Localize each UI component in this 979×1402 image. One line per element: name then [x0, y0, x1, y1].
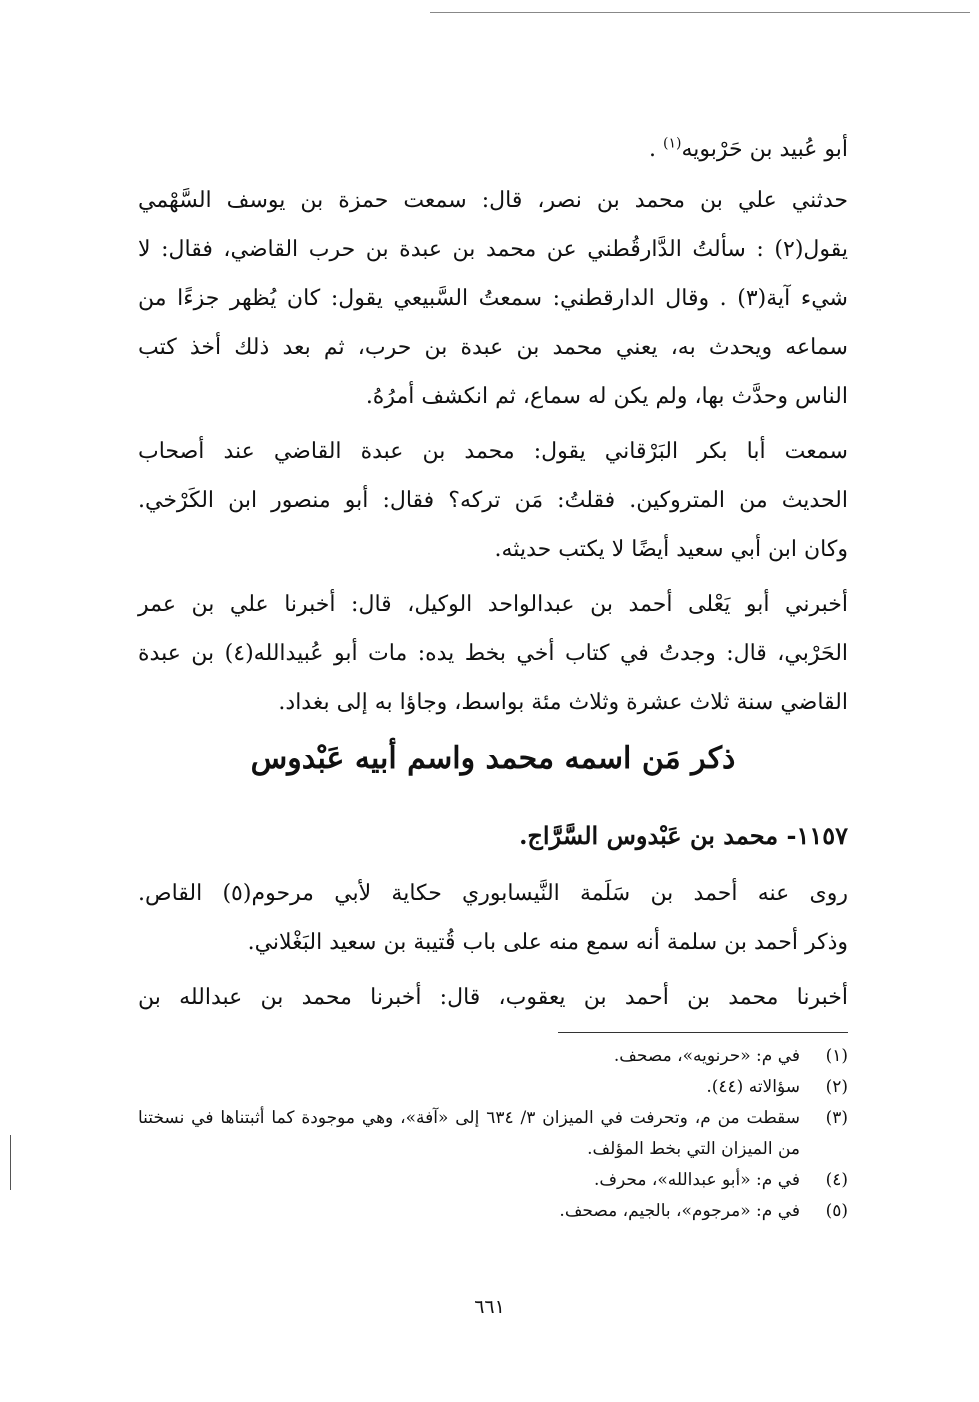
footnote	[138, 1196, 848, 1227]
paragraph-2	[138, 427, 848, 574]
paragraph-3	[138, 580, 848, 727]
footnote-ref: (١)	[662, 135, 682, 152]
heading-line: أبو عُبيد بن حَرْبويه$^{(١)}$ .	[648, 135, 848, 162]
text-line: القاضي سنة ثلاث عشرة وثلاث مئة بواسط، وجاؤا به إلى بغداد.	[278, 690, 848, 715]
text-line: شيء آية(٣) . وقال الدارقطني: سمعتُ السَّبيعي يقول: كان يُظهر جزءًا من	[138, 286, 848, 311]
text-line: أخبرني أبو يَعْلى أحمد بن عبدالواحد الوكيل، قال: أخبرنا علي بن عمر	[138, 592, 848, 617]
text-line: حدثني علي بن محمد بن نصر، قال: سمعت حمزة بن يوسف السَّهْمي	[138, 188, 848, 213]
footnote-number: (٥)	[825, 1201, 848, 1221]
section-title: ذكر مَن اسمه محمد واسم أبيه عَبْدوس	[250, 741, 736, 776]
text-line: وكان ابن أبي سعيد أيضًا لا يكتب حديثه.	[494, 537, 848, 562]
page-number: ٦٦١	[474, 1296, 505, 1318]
footnote	[138, 1072, 848, 1103]
paragraph-4	[138, 869, 848, 967]
footnote	[138, 1041, 848, 1072]
footnote-text: سقطت من م، وتحرفت في الميزان ٣/ ٦٣٤ إلى «آفة»، وهي موجودة كما أثبتناها في نسختنا من الميزان التي بخط المؤلف.	[138, 1108, 800, 1159]
margin-mark	[10, 1135, 11, 1190]
paragraph-1	[138, 176, 848, 421]
heading-text: أبو عُبيد بن حَرْبويه	[681, 137, 848, 162]
page-body	[138, 125, 848, 1227]
footnote-number: (٢)	[825, 1077, 848, 1097]
text-line: وذكر أحمد بن سلمة أنه سمع منه على باب قُتيبة بن سعيد البَغْلاني.	[247, 930, 848, 955]
text-line: الحديث من المتروكين. فقلتُ: مَن تركه؟ فقال: أبو منصور ابن الكَرْخي.	[138, 488, 848, 513]
footnote-number: (١)	[825, 1046, 848, 1066]
text-line: روى عنه أحمد بن سَلَمة النَّيسابوري حكاية لأبي مرحوم(٥) القاص.	[138, 881, 848, 906]
text-line: يقول(٢) : سألتُ الدَّارقُطني عن محمد بن عبدة بن حرب القاضي، فقال: لا	[138, 237, 848, 262]
footnote-text: في م: «حرنويه»، مصحف.	[613, 1046, 800, 1066]
entry-title: ١١٥٧- محمد بن عَبْدوس السَّرَّاج.	[519, 821, 848, 850]
footnote-rule	[558, 1032, 848, 1033]
paragraph-5	[138, 973, 848, 1022]
footnote	[138, 1165, 848, 1196]
footnote-number: (٣)	[825, 1108, 848, 1128]
text-line: سماعه ويحدث به، يعني محمد بن عبدة بن حرب، ثم بعد ذلك أخذ كتب	[138, 335, 848, 360]
text-line: الناس وحدَّث بها، ولم يكن له سماع، ثم انكشف أمرُهُ.	[365, 384, 848, 409]
text-line: سمعت أبا بكر البَرْقاني يقول: محمد بن عبدة القاضي عند أصحاب	[138, 439, 848, 464]
footnote-number: (٤)	[825, 1170, 848, 1190]
footnote-text: في م: «مرجوم»، بالجيم، مصحف.	[559, 1201, 800, 1221]
footnote-text: سؤالاته (٤٤).	[706, 1077, 800, 1097]
footnote	[138, 1103, 848, 1165]
footnotes	[138, 1041, 848, 1227]
top-rule	[430, 12, 970, 13]
footnote-text: في م: «أبو عبدالله»، محرف.	[593, 1170, 800, 1190]
text-line: الحَرْبي، قال: وجدتُ في كتاب أخي بخط يده: مات أبو عُبيدالله(٤) بن عبدة	[138, 641, 849, 666]
text-line: أخبرنا محمد بن أحمد بن يعقوب، قال: أخبرنا محمد بن عبدالله بن	[138, 985, 848, 1010]
